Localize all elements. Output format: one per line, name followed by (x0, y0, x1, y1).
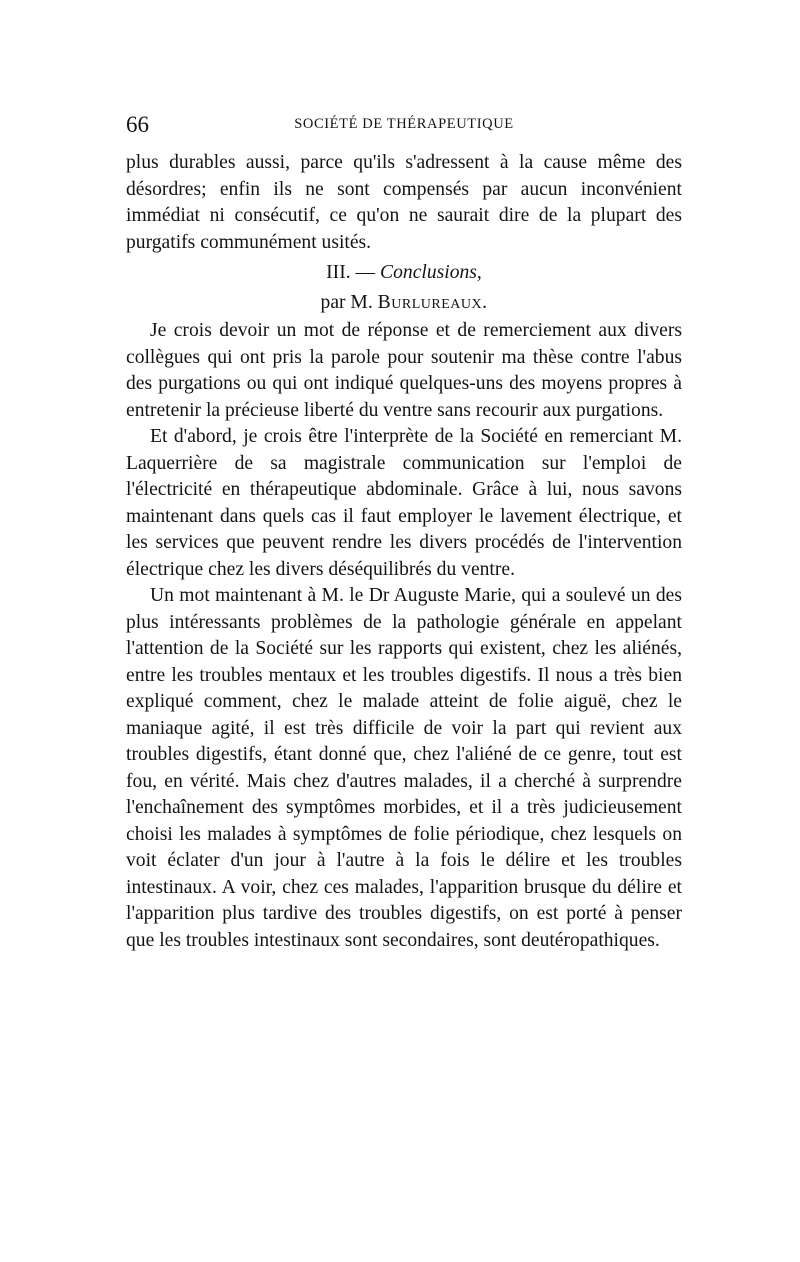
byline-prefix: par M. (320, 292, 373, 313)
section-title: Conclusions, (380, 262, 482, 283)
section-heading (126, 260, 682, 286)
paragraph: Un mot maintenant à M. le Dr Auguste Marie, qui a soulevé un des plus intéressants problèmes de la pathologie générale en appelant l'attention de la Société sur les rapports qui existent, chez les aliénés, entre les troubles mentaux et les troubles digestifs. Il nous a très bien expliqué comment, chez le malade atteint de folie aiguë, chez le maniaque agité, il est très difficile de voir la part qui revient aux troubles digestifs, étant donné que, chez l'aliéné de ce genre, tout est fou, en vérité. Mais chez d'autres malades, il a cherché à surprendre l'enchaînement des symptômes morbides, et il a très judicieusement choisi les malades à symptômes de folie périodique, chez lesquels on voit éclater d'un jour à l'autre à la fois le délire et les troubles intestinaux. A voir, chez ces malades, l'apparition brusque du délire et l'apparition plus tardive des troubles digestifs, on est porté à penser que les troubles intestinaux sont secondaires, sont deutéropathiques. (126, 585, 682, 951)
paragraph: Je crois devoir un mot de réponse et de remerciement aux divers collègues qui ont pris la parole pour soutenir ma thèse contre l'abus des purgations ou qui ont indiqué quelques-uns des moyens propres à entretenir la précieuse liberté du ventre sans recourir aux purgations. (126, 320, 682, 421)
section-byline (126, 290, 682, 316)
section-number: III. — (326, 262, 376, 283)
author-name: Burlureaux. (377, 292, 488, 313)
paragraph: Et d'abord, je crois être l'interprète de la Société en remerciant M. Laquerrière de sa magistrale communication sur l'emploi de l'électricité en thérapeutique abdominale. Grâce à lui, nous savons maintenant dans quels cas il faut employer le lavement électrique, et les services que peuvent rendre les divers procédés de l'intervention électrique chez les divers déséquilibrés du ventre. (126, 426, 682, 580)
page-header (126, 112, 682, 142)
page-body (126, 150, 682, 954)
paragraph-continued: plus durables aussi, parce qu'ils s'adressent à la cause même des désordres; enfin ils ne sont compensés par aucun inconvénient immédiat ni consécutif, ce qu'on ne saurait dire de la plupart des purgatifs communément usités. (126, 152, 682, 253)
running-head: SOCIÉTÉ DE THÉRAPEUTIQUE (294, 116, 514, 132)
page-number: 66 (126, 112, 149, 137)
